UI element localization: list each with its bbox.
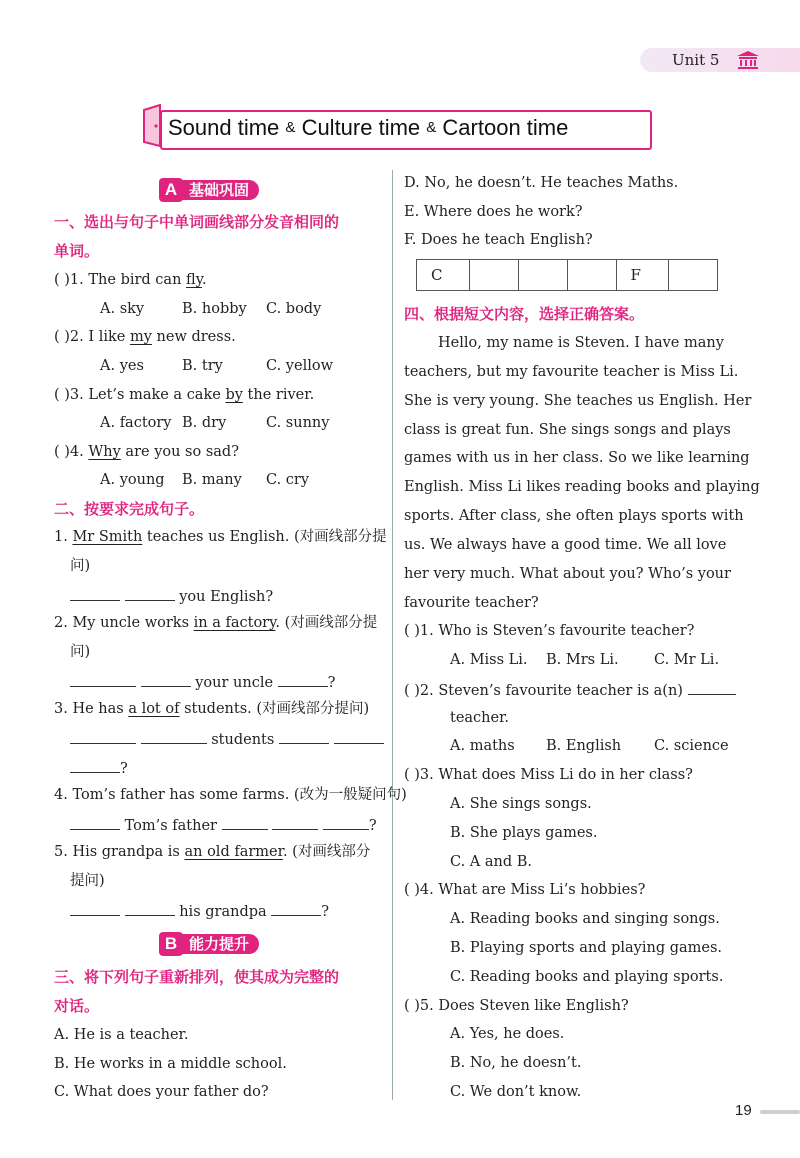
q4-passage-line: English. Miss Li likes reading books and playing xyxy=(404,479,760,495)
q4-question-2: ( )2. Steven’s favourite teacher is a(n) xyxy=(404,680,736,700)
q1-4-option-b: B. many xyxy=(182,472,242,488)
q1-heading-l1: 一、选出与句子中单词画线部分发音相同的 xyxy=(54,213,340,231)
title-amp-2: & xyxy=(426,119,437,136)
q3-answer-table xyxy=(416,259,718,291)
q4-2-option-c: C. science xyxy=(654,738,729,754)
unit-tab xyxy=(640,48,800,72)
q1-3-option-b: B. dry xyxy=(182,415,227,431)
q3-sentence-f: F. Does he teach English? xyxy=(404,232,593,248)
q2-1-line2: 问) xyxy=(70,558,91,574)
q2-sentence-2: 2. My uncle works in a factory. (对画线部分提 xyxy=(54,615,378,631)
page-number-bar xyxy=(760,1110,800,1114)
q4-passage-line: us. We always have a good time. We all love xyxy=(404,537,727,553)
section-b-label: 能力提升 xyxy=(179,934,259,954)
q4-heading: 四、根据短文内容，选择正确答案。 xyxy=(404,305,645,323)
q1-1-option-c: C. body xyxy=(266,301,322,317)
q4-5-option-c: C. We don’t know. xyxy=(450,1084,582,1100)
q4-passage-line: her very much. What about you? Who’s your xyxy=(404,566,731,582)
q2-4-answer: Tom’s father ? xyxy=(70,815,377,835)
title-sound: Sound time xyxy=(168,115,280,140)
q3-sentence-c: C. What does your father do? xyxy=(54,1084,269,1100)
q2-sentence-5: 5. His grandpa is an old farmer. (对画线部分 xyxy=(54,844,371,860)
q1-4-option-a: A. young xyxy=(100,472,165,488)
q4-passage-line: favourite teacher? xyxy=(404,595,539,611)
q4-4-option-b: B. Playing sports and playing games. xyxy=(450,940,723,956)
q4-3-option-c: C. A and B. xyxy=(450,854,533,870)
q3-sentence-e: E. Where does he work? xyxy=(404,204,583,220)
column-divider xyxy=(392,170,393,1100)
q1-item-1: ( )1. The bird can fly. xyxy=(54,272,207,288)
building-icon xyxy=(736,50,760,70)
q2-5-answer: his grandpa ? xyxy=(70,901,329,921)
q4-5-option-b: B. No, he doesn’t. xyxy=(450,1055,582,1071)
q2-sentence-1: 1. Mr Smith teaches us English. (对画线部分提 xyxy=(54,529,387,545)
q3-answer-cell[interactable] xyxy=(567,260,616,291)
q4-2-option-a: A. maths xyxy=(450,738,515,754)
q3-sentence-a: A. He is a teacher. xyxy=(54,1027,189,1043)
q4-1-option-b: B. Mrs Li. xyxy=(546,652,619,668)
q1-2-option-a: A. yes xyxy=(100,358,144,374)
q3-answer-cell[interactable] xyxy=(518,260,567,291)
q4-3-option-b: B. She plays games. xyxy=(450,825,598,841)
q3-sentence-b: B. He works in a middle school. xyxy=(54,1056,287,1072)
q3-answer-cell[interactable] xyxy=(669,260,718,291)
q2-2-line2: 问) xyxy=(70,644,91,660)
q4-3-option-a: A. She sings songs. xyxy=(450,796,592,812)
q1-item-2: ( )2. I like my new dress. xyxy=(54,329,236,345)
q1-item-4: ( )4. Why are you so sad? xyxy=(54,444,239,460)
q4-passage-line: She is very young. She teaches us English. Her xyxy=(404,393,752,409)
title-culture: Culture time xyxy=(301,115,421,140)
q3-answer-cell[interactable]: F xyxy=(616,260,668,291)
q3-heading-l1: 三、将下列句子重新排列，使其成为完整的 xyxy=(54,968,340,986)
q4-passage-line: games with us in her class. So we like learning xyxy=(404,450,750,466)
page-number: 19 xyxy=(735,1102,752,1119)
q2-sentence-4: 4. Tom’s father has some farms. (改为一般疑问句) xyxy=(54,787,407,803)
q4-passage-line: sports. After class, she often plays sports with xyxy=(404,508,744,524)
q3-heading-l2: 对话。 xyxy=(54,997,100,1015)
q1-heading-l2: 单词。 xyxy=(54,242,100,260)
q1-1-option-b: B. hobby xyxy=(182,301,247,317)
section-a-label: 基础巩固 xyxy=(179,180,259,200)
q4-passage-line: teachers, but my favourite teacher is Miss Li. xyxy=(404,364,739,380)
q1-item-3: ( )3. Let’s make a cake by the river. xyxy=(54,387,315,403)
section-b-letter: B xyxy=(159,932,183,956)
q2-heading: 二、按要求完成句子。 xyxy=(54,500,205,518)
q4-2-line2: teacher. xyxy=(450,710,510,726)
q4-4-option-a: A. Reading books and singing songs. xyxy=(450,911,720,927)
q4-question-1: ( )1. Who is Steven’s favourite teacher? xyxy=(404,623,695,639)
unit-label: Unit 5 xyxy=(672,51,720,69)
q3-answer-cell[interactable] xyxy=(469,260,518,291)
q4-4-option-c: C. Reading books and playing sports. xyxy=(450,969,724,985)
q4-question-5: ( )5. Does Steven like English? xyxy=(404,998,629,1014)
q2-2-answer: your uncle ? xyxy=(70,672,335,692)
page-title xyxy=(160,110,652,150)
q4-1-option-a: A. Miss Li. xyxy=(450,652,528,668)
q2-5-line2: 提问) xyxy=(70,873,105,889)
q1-4-option-c: C. cry xyxy=(266,472,310,488)
q1-2-option-b: B. try xyxy=(182,358,223,374)
q3-sentence-d: D. No, he doesn’t. He teaches Maths. xyxy=(404,175,679,191)
q2-3-answer-l2: ? xyxy=(70,758,128,778)
q2-1-answer: you English? xyxy=(70,586,273,606)
section-a-letter: A xyxy=(159,178,183,202)
q1-2-option-c: C. yellow xyxy=(266,358,333,374)
q4-passage-line: Hello, my name is Steven. I have many xyxy=(438,335,724,351)
title-cartoon: Cartoon time xyxy=(442,115,569,140)
q2-3-answer: students xyxy=(70,729,384,749)
q4-passage-line: class is great fun. She sings songs and plays xyxy=(404,422,731,438)
q4-question-3: ( )3. What does Miss Li do in her class? xyxy=(404,767,693,783)
q2-sentence-3: 3. He has a lot of students. (对画线部分提问) xyxy=(54,701,370,717)
q4-question-4: ( )4. What are Miss Li’s hobbies? xyxy=(404,882,646,898)
q1-3-option-c: C. sunny xyxy=(266,415,330,431)
q4-1-option-c: C. Mr Li. xyxy=(654,652,720,668)
title-amp-1: & xyxy=(285,119,296,136)
q1-3-option-a: A. factory xyxy=(100,415,172,431)
q3-answer-cell[interactable]: C xyxy=(417,260,470,291)
q4-2-option-b: B. English xyxy=(546,738,622,754)
q4-5-option-a: A. Yes, he does. xyxy=(450,1026,565,1042)
q1-1-option-a: A. sky xyxy=(100,301,145,317)
